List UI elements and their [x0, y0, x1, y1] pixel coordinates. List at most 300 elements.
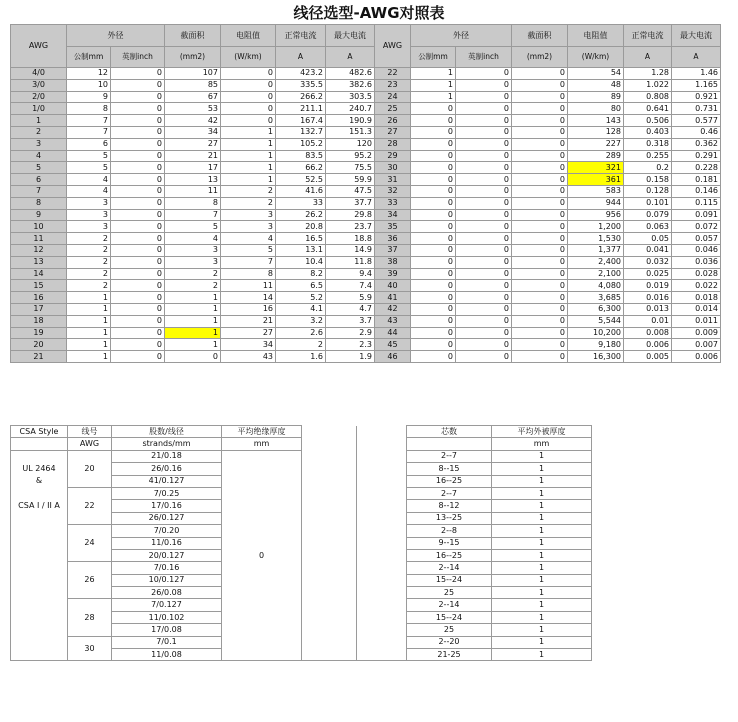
od-inch-cell: 0 [111, 256, 165, 268]
od-mm-cell: 1 [67, 351, 111, 363]
resistance-cell: 227 [568, 138, 624, 150]
awg-row [11, 162, 721, 174]
area-cell: 0 [512, 103, 568, 115]
area-cell: 0 [512, 126, 568, 138]
area-cell: 0 [512, 268, 568, 280]
header-awg-right: AWG [375, 25, 411, 68]
csa-jacket-cell: 1 [492, 624, 592, 636]
csa-strands-cell: 10/0.127 [112, 574, 222, 586]
od-mm-cell: 1 [67, 327, 111, 339]
normal-current-cell: 0.128 [624, 185, 672, 197]
area-cell: 0 [512, 185, 568, 197]
od-mm-cell: 0 [411, 221, 456, 233]
resistance-cell: 89 [568, 91, 624, 103]
resistance-cell: 3 [221, 209, 276, 221]
header-res-right: 电阻值 [568, 25, 624, 47]
csa-style-cell [11, 649, 68, 661]
max-current-cell: 0.007 [672, 339, 721, 351]
od-inch-cell: 0 [456, 339, 512, 351]
awg-table [10, 24, 721, 363]
csa-jacket-cell: 1 [492, 450, 592, 462]
awg-gauge: 34 [375, 209, 411, 221]
od-inch-cell: 0 [456, 292, 512, 304]
od-inch-cell: 0 [111, 103, 165, 115]
csa-blank-cell [357, 463, 407, 475]
csa-header-insulation: 平均绝缘厚度 [222, 426, 302, 438]
area-cell: 42 [165, 115, 221, 127]
od-inch-cell: 0 [456, 138, 512, 150]
normal-current-cell: 132.7 [276, 126, 326, 138]
area-cell: 0 [512, 351, 568, 363]
csa-jacket-cell: 1 [492, 611, 592, 623]
awg-gauge: 8 [11, 197, 67, 209]
od-inch-cell: 0 [456, 233, 512, 245]
area-cell: 21 [165, 150, 221, 162]
resistance-cell: 0 [221, 91, 276, 103]
csa-style-cell [11, 537, 68, 549]
area-cell: 4 [165, 233, 221, 245]
od-inch-cell: 0 [456, 280, 512, 292]
header-max-unit: A [326, 47, 375, 68]
awg-gauge: 21 [11, 351, 67, 363]
area-cell: 85 [165, 79, 221, 91]
normal-current-cell: 167.4 [276, 115, 326, 127]
csa-blank-cell [302, 649, 357, 661]
normal-current-cell: 0.403 [624, 126, 672, 138]
od-inch-cell: 0 [456, 185, 512, 197]
csa-cores-cell: 9--15 [407, 537, 492, 549]
resistance-cell: 128 [568, 126, 624, 138]
normal-current-cell: 423.2 [276, 68, 326, 80]
awg-gauge: 4/0 [11, 68, 67, 80]
area-cell: 3 [165, 244, 221, 256]
resistance-cell: 10,200 [568, 327, 624, 339]
area-cell: 13 [165, 174, 221, 186]
csa-header-strands: 股数/线径 [112, 426, 222, 438]
resistance-cell: 1 [221, 150, 276, 162]
od-inch-cell: 0 [111, 268, 165, 280]
csa-blank-cell [302, 599, 357, 611]
awg-gauge: 10 [11, 221, 67, 233]
max-current-cell: 0.018 [672, 292, 721, 304]
od-inch-cell: 0 [456, 91, 512, 103]
csa-strands-cell: 26/0.08 [112, 587, 222, 599]
od-mm-cell: 1 [67, 292, 111, 304]
area-cell: 0 [512, 174, 568, 186]
normal-current-cell: 2 [276, 339, 326, 351]
area-cell: 0 [512, 315, 568, 327]
normal-current-cell: 0.2 [624, 162, 672, 174]
od-inch-cell: 0 [111, 244, 165, 256]
awg-row [11, 185, 721, 197]
max-current-cell: 7.4 [326, 280, 375, 292]
awg-row [11, 91, 721, 103]
max-current-cell: 0.228 [672, 162, 721, 174]
od-mm-cell: 3 [67, 197, 111, 209]
awg-gauge: 17 [11, 303, 67, 315]
normal-current-cell: 0.008 [624, 327, 672, 339]
max-current-cell: 0.009 [672, 327, 721, 339]
od-mm-cell: 12 [67, 68, 111, 80]
normal-current-cell: 0.041 [624, 244, 672, 256]
csa-table [10, 425, 592, 661]
resistance-cell: 48 [568, 79, 624, 91]
awg-row [11, 79, 721, 91]
csa-style-and: & [11, 475, 68, 487]
csa-blank-cell [302, 624, 357, 636]
csa-jacket-cell: 1 [492, 500, 592, 512]
awg-gauge: 45 [375, 339, 411, 351]
max-current-cell: 23.7 [326, 221, 375, 233]
csa-style-cell [11, 587, 68, 599]
od-mm-cell: 1 [67, 315, 111, 327]
od-mm-cell: 0 [411, 115, 456, 127]
awg-gauge: 1 [11, 115, 67, 127]
area-cell: 53 [165, 103, 221, 115]
csa-strands-cell: 17/0.08 [112, 624, 222, 636]
awg-gauge: 1/0 [11, 103, 67, 115]
csa-style-cell [11, 636, 68, 648]
csa-blank-cell [302, 549, 357, 561]
csa-blank-cell [357, 587, 407, 599]
csa-cores-cell: 25 [407, 587, 492, 599]
resistance-cell: 4,080 [568, 280, 624, 292]
csa-blank-cell [357, 599, 407, 611]
csa-blank-cell [357, 636, 407, 648]
header-area-unit-right: (mm2) [512, 47, 568, 68]
od-mm-cell: 3 [67, 221, 111, 233]
csa-blank-cell [357, 525, 407, 537]
csa-subheader-empty [407, 438, 492, 450]
normal-current-cell: 26.2 [276, 209, 326, 221]
od-mm-cell: 0 [411, 339, 456, 351]
area-cell: 17 [165, 162, 221, 174]
csa-blank-cell [357, 450, 407, 462]
awg-row [11, 292, 721, 304]
area-cell: 0 [512, 150, 568, 162]
csa-blank-cell [302, 587, 357, 599]
csa-blank-cell [357, 512, 407, 524]
csa-cores-cell: 16--25 [407, 475, 492, 487]
csa-blank-cell [357, 549, 407, 561]
csa-blank-cell [302, 500, 357, 512]
csa-blank-cell [302, 636, 357, 648]
resistance-cell: 0 [221, 115, 276, 127]
header-max-current: 最大电流 [326, 25, 375, 47]
resistance-cell: 944 [568, 197, 624, 209]
awg-gauge: 26 [375, 115, 411, 127]
csa-blank-cell [302, 487, 357, 499]
normal-current-cell: 1.28 [624, 68, 672, 80]
awg-gauge: 20 [11, 339, 67, 351]
od-mm-cell: 0 [411, 103, 456, 115]
area-cell: 3 [165, 256, 221, 268]
resistance-cell: 2 [221, 197, 276, 209]
max-current-cell: 1.165 [672, 79, 721, 91]
area-cell: 0 [512, 256, 568, 268]
normal-current-cell: 1.022 [624, 79, 672, 91]
resistance-cell: 3,685 [568, 292, 624, 304]
header-res-unit-right: (W/km) [568, 47, 624, 68]
max-current-cell: 0.072 [672, 221, 721, 233]
awg-gauge: 44 [375, 327, 411, 339]
awg-row [11, 126, 721, 138]
normal-current-cell: 5.2 [276, 292, 326, 304]
max-current-cell: 151.3 [326, 126, 375, 138]
awg-gauge: 27 [375, 126, 411, 138]
max-current-cell: 47.5 [326, 185, 375, 197]
max-current-cell: 37.7 [326, 197, 375, 209]
csa-subheader-mm-jacket: mm [492, 438, 592, 450]
resistance-cell: 289 [568, 150, 624, 162]
awg-subheader-row [11, 47, 721, 68]
csa-blank-cell [302, 525, 357, 537]
awg-gauge: 22 [375, 68, 411, 80]
csa-cores-cell: 2--14 [407, 599, 492, 611]
csa-strands-cell: 7/0.1 [112, 636, 222, 648]
csa-style-cell [11, 512, 68, 524]
normal-current-cell: 8.2 [276, 268, 326, 280]
max-current-cell: 303.5 [326, 91, 375, 103]
normal-current-cell: 6.5 [276, 280, 326, 292]
resistance-cell: 34 [221, 339, 276, 351]
resistance-cell: 1 [221, 162, 276, 174]
csa-row [11, 636, 592, 648]
awg-gauge: 43 [375, 315, 411, 327]
max-current-cell: 0.036 [672, 256, 721, 268]
od-inch-cell: 0 [456, 115, 512, 127]
awg-gauge: 7 [11, 185, 67, 197]
od-inch-cell: 0 [456, 126, 512, 138]
awg-row [11, 138, 721, 150]
awg-gauge: 29 [375, 150, 411, 162]
od-mm-cell: 0 [411, 327, 456, 339]
resistance-cell: 956 [568, 209, 624, 221]
normal-current-cell: 0.079 [624, 209, 672, 221]
normal-current-cell: 266.2 [276, 91, 326, 103]
csa-style-cell [11, 549, 68, 561]
area-cell: 0 [165, 351, 221, 363]
od-mm-cell: 0 [411, 174, 456, 186]
area-cell: 0 [512, 339, 568, 351]
normal-current-cell: 0.01 [624, 315, 672, 327]
awg-gauge: 46 [375, 351, 411, 363]
od-mm-cell: 0 [411, 280, 456, 292]
area-cell: 1 [165, 315, 221, 327]
area-cell: 0 [512, 292, 568, 304]
csa-awg-cell: 30 [68, 636, 112, 661]
header-normal-unit: A [276, 47, 326, 68]
awg-gauge: 33 [375, 197, 411, 209]
max-current-cell: 95.2 [326, 150, 375, 162]
awg-row [11, 244, 721, 256]
od-inch-cell: 0 [111, 115, 165, 127]
resistance-cell: 583 [568, 185, 624, 197]
awg-row [11, 280, 721, 292]
csa-row [11, 599, 592, 611]
od-mm-cell: 0 [411, 185, 456, 197]
csa-blank-cell [357, 487, 407, 499]
header-normal-current-right: 正常电流 [624, 25, 672, 47]
od-inch-cell: 0 [111, 174, 165, 186]
csa-subheader-strands-unit: strands/mm [112, 438, 222, 450]
csa-blank-cell [357, 438, 407, 450]
resistance-cell: 0 [221, 68, 276, 80]
od-mm-cell: 6 [67, 138, 111, 150]
csa-blank-cell [357, 500, 407, 512]
max-current-cell: 0.014 [672, 303, 721, 315]
csa-strands-cell: 17/0.16 [112, 500, 222, 512]
od-inch-cell: 0 [111, 292, 165, 304]
od-mm-cell: 0 [411, 315, 456, 327]
od-mm-cell: 0 [411, 150, 456, 162]
max-current-cell: 0.181 [672, 174, 721, 186]
normal-current-cell: 0.506 [624, 115, 672, 127]
od-mm-cell: 4 [67, 185, 111, 197]
od-mm-cell: 5 [67, 150, 111, 162]
area-cell: 0 [512, 327, 568, 339]
awg-gauge: 31 [375, 174, 411, 186]
csa-jacket-cell: 1 [492, 549, 592, 561]
csa-cores-cell: 13--25 [407, 512, 492, 524]
csa-strands-cell: 7/0.25 [112, 487, 222, 499]
normal-current-cell: 41.6 [276, 185, 326, 197]
od-mm-cell: 0 [411, 138, 456, 150]
normal-current-cell: 66.2 [276, 162, 326, 174]
normal-current-cell: 0.006 [624, 339, 672, 351]
normal-current-cell: 0.025 [624, 268, 672, 280]
resistance-cell: 3 [221, 221, 276, 233]
area-cell: 1 [165, 339, 221, 351]
normal-current-cell: 2.6 [276, 327, 326, 339]
max-current-cell: 382.6 [326, 79, 375, 91]
awg-gauge: 23 [375, 79, 411, 91]
od-inch-cell: 0 [456, 68, 512, 80]
header-area-right: 截面积 [512, 25, 568, 47]
normal-current-cell: 0.808 [624, 91, 672, 103]
header-area: 截面积 [165, 25, 221, 47]
od-inch-cell: 0 [456, 103, 512, 115]
csa-blank-cell [357, 574, 407, 586]
awg-gauge: 28 [375, 138, 411, 150]
od-mm-cell: 3 [67, 209, 111, 221]
csa-awg-cell: 26 [68, 562, 112, 599]
normal-current-cell: 1.6 [276, 351, 326, 363]
max-current-cell: 0.362 [672, 138, 721, 150]
normal-current-cell: 0.101 [624, 197, 672, 209]
csa-blank-cell [302, 426, 357, 438]
awg-gauge: 37 [375, 244, 411, 256]
area-cell: 0 [512, 280, 568, 292]
od-mm-cell: 0 [411, 292, 456, 304]
csa-style-csa: CSA I / II A [11, 500, 68, 512]
resistance-cell: 11 [221, 280, 276, 292]
header-od-mm-right: 公制mm [411, 47, 456, 68]
max-current-cell: 2.9 [326, 327, 375, 339]
od-inch-cell: 0 [456, 268, 512, 280]
header-normal-unit-right: A [624, 47, 672, 68]
resistance-cell: 80 [568, 103, 624, 115]
header-area-unit: (mm2) [165, 47, 221, 68]
resistance-cell: 1 [221, 126, 276, 138]
csa-subheader-empty [11, 438, 68, 450]
normal-current-cell: 0.019 [624, 280, 672, 292]
csa-jacket-cell: 1 [492, 649, 592, 661]
page-title: 线径选型-AWG对照表 [293, 4, 445, 22]
resistance-cell: 9,180 [568, 339, 624, 351]
resistance-cell: 21 [221, 315, 276, 327]
area-cell: 5 [165, 221, 221, 233]
max-current-cell: 4.7 [326, 303, 375, 315]
od-mm-cell: 2 [67, 256, 111, 268]
od-inch-cell: 0 [111, 79, 165, 91]
resistance-cell: 5,544 [568, 315, 624, 327]
resistance-cell: 1 [221, 138, 276, 150]
od-mm-cell: 1 [411, 68, 456, 80]
header-res-unit: (W/km) [221, 47, 276, 68]
od-inch-cell: 0 [456, 79, 512, 91]
csa-strands-cell: 41/0.127 [112, 475, 222, 487]
awg-row [11, 351, 721, 363]
awg-row [11, 68, 721, 80]
resistance-cell: 2 [221, 185, 276, 197]
csa-style-cell [11, 525, 68, 537]
od-inch-cell: 0 [456, 303, 512, 315]
csa-blank-cell [302, 562, 357, 574]
area-cell: 34 [165, 126, 221, 138]
od-inch-cell: 0 [111, 150, 165, 162]
normal-current-cell: 4.1 [276, 303, 326, 315]
od-mm-cell: 8 [67, 103, 111, 115]
od-inch-cell: 0 [111, 339, 165, 351]
od-inch-cell: 0 [111, 280, 165, 292]
area-cell: 1 [165, 303, 221, 315]
awg-gauge: 42 [375, 303, 411, 315]
awg-gauge: 3 [11, 138, 67, 150]
csa-jacket-cell: 1 [492, 599, 592, 611]
area-cell: 0 [512, 209, 568, 221]
resistance-cell: 361 [568, 174, 624, 186]
csa-insulation-cell: 0 [222, 450, 302, 661]
header-res: 电阻值 [221, 25, 276, 47]
od-inch-cell: 0 [111, 162, 165, 174]
csa-blank-cell [357, 426, 407, 438]
normal-current-cell: 52.5 [276, 174, 326, 186]
awg-gauge: 35 [375, 221, 411, 233]
csa-style-ul: UL 2464 [11, 463, 68, 475]
od-mm-cell: 0 [411, 209, 456, 221]
od-inch-cell: 0 [111, 138, 165, 150]
normal-current-cell: 0.318 [624, 138, 672, 150]
max-current-cell: 29.8 [326, 209, 375, 221]
csa-row [11, 525, 592, 537]
resistance-cell: 14 [221, 292, 276, 304]
od-mm-cell: 0 [411, 162, 456, 174]
csa-cores-cell: 2--8 [407, 525, 492, 537]
od-mm-cell: 1 [67, 303, 111, 315]
od-inch-cell: 0 [456, 209, 512, 221]
area-cell: 67 [165, 91, 221, 103]
area-cell: 27 [165, 138, 221, 150]
max-current-cell: 482.6 [326, 68, 375, 80]
od-mm-cell: 0 [411, 351, 456, 363]
csa-blank-cell [302, 450, 357, 462]
od-mm-cell: 0 [411, 244, 456, 256]
od-inch-cell: 0 [111, 303, 165, 315]
header-od-inch: 英制inch [111, 47, 165, 68]
max-current-cell: 9.4 [326, 268, 375, 280]
csa-blank-cell [302, 463, 357, 475]
